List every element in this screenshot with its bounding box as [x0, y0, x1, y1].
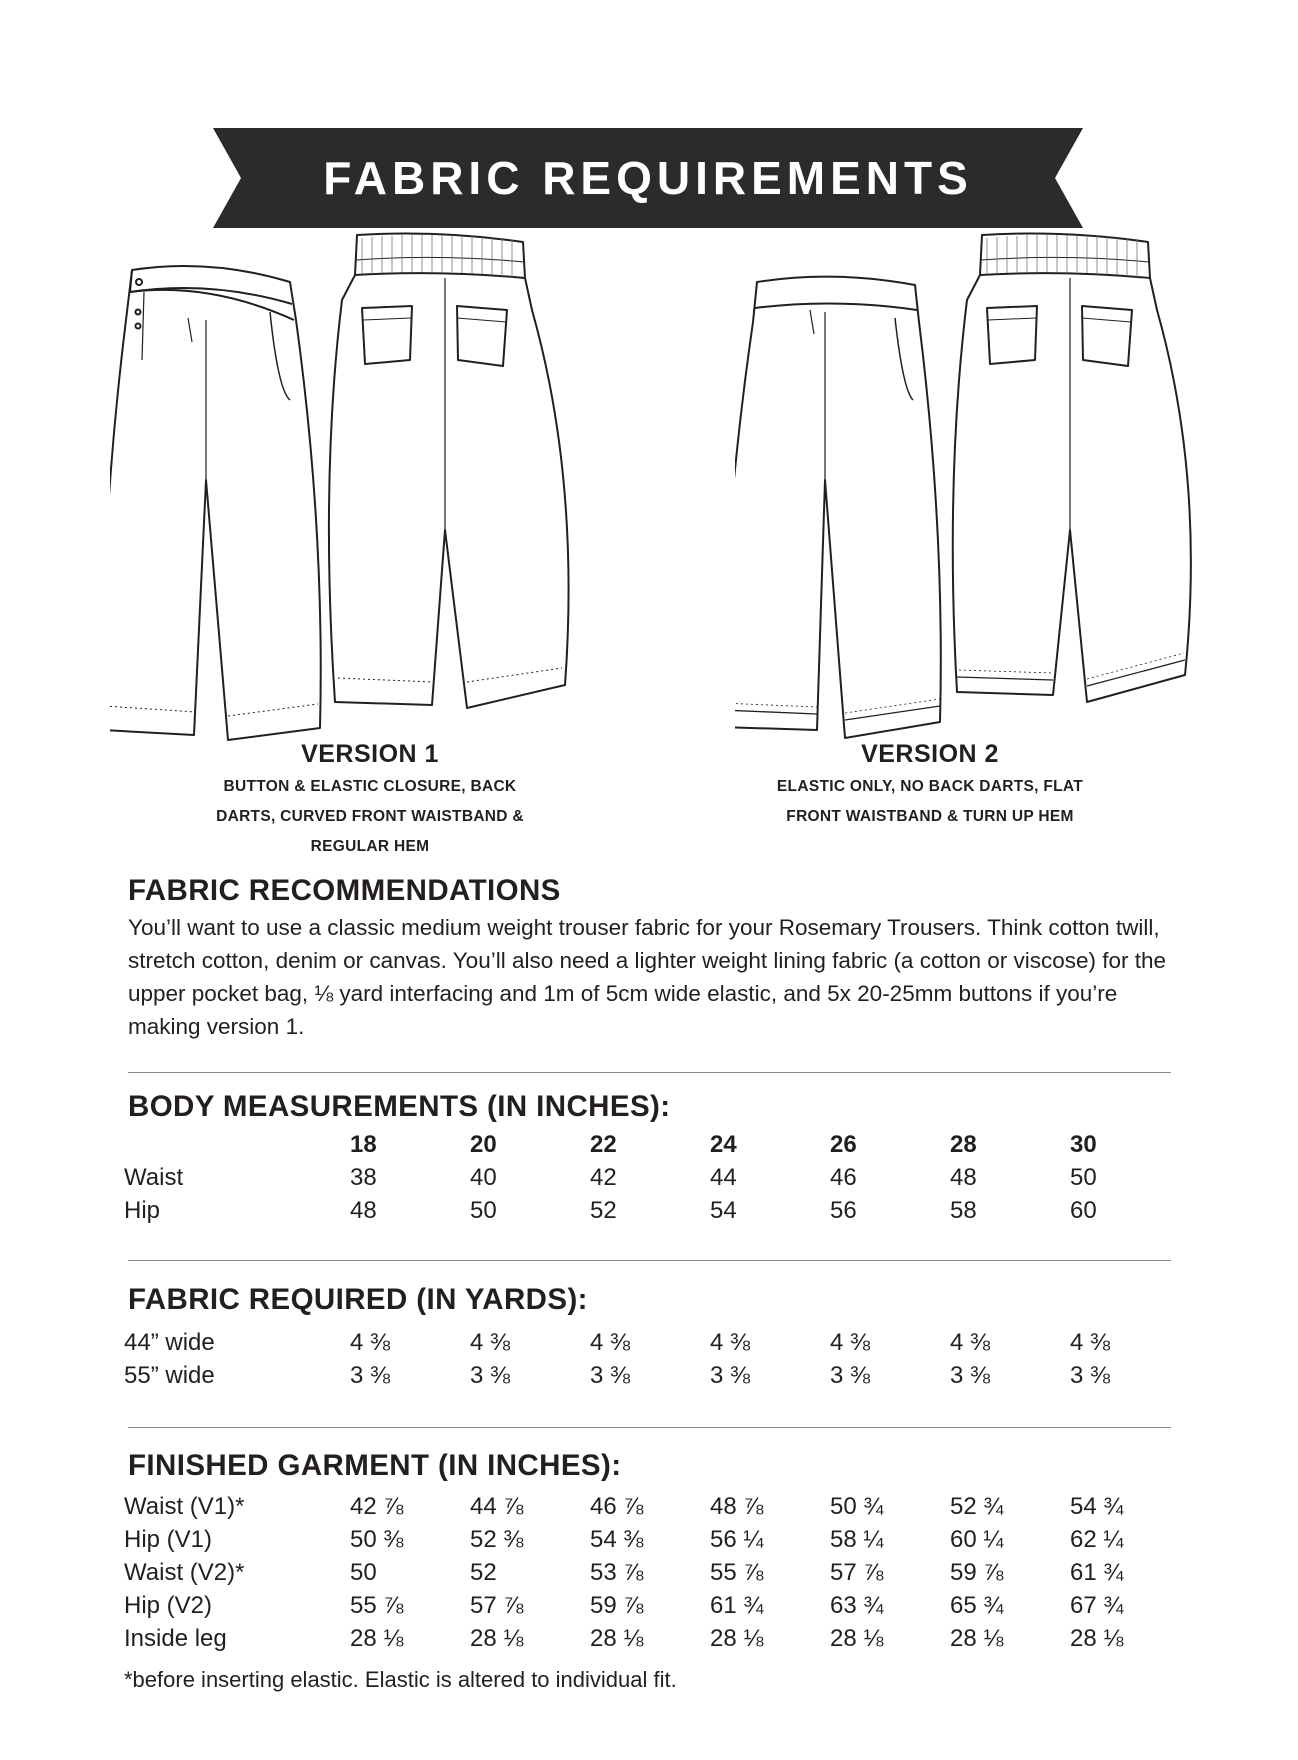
table-cell: 28 ⅛ — [830, 1624, 884, 1652]
size-header: 22 — [590, 1130, 617, 1158]
table-row — [124, 1359, 1190, 1392]
size-header-row — [124, 1128, 1190, 1161]
table-cell: 3 ⅜ — [950, 1361, 991, 1389]
table-cell: 40 — [470, 1163, 497, 1191]
trousers-back-v2-icon — [953, 234, 1191, 702]
table-cell: 50 ¾ — [830, 1492, 884, 1520]
row-label: Waist (V2)* — [124, 1558, 245, 1586]
table-cell: 58 ¼ — [830, 1525, 884, 1553]
version-1-illustration — [110, 230, 580, 750]
version-1-title: VERSION 1 — [301, 740, 439, 768]
trousers-front-v1-icon — [110, 266, 321, 740]
row-label: Inside leg — [124, 1624, 227, 1652]
table-cell: 54 ⅜ — [590, 1525, 644, 1553]
table-cell: 59 ⅞ — [590, 1591, 644, 1619]
table-cell: 60 — [1070, 1196, 1097, 1224]
version-2-description: ELASTIC ONLY, NO BACK DARTS, FLAT FRONT WAISTBAND & TURN UP HEM — [776, 778, 1084, 825]
fabric-required-heading: FABRIC REQUIRED (IN YARDS): — [128, 1283, 588, 1316]
row-label: Waist (V1)* — [124, 1492, 245, 1520]
table-cell: 4 ⅜ — [350, 1328, 391, 1356]
table-cell: 28 ⅛ — [1070, 1624, 1124, 1652]
table-cell: 42 — [590, 1163, 617, 1191]
table-cell: 28 ⅛ — [950, 1624, 1004, 1652]
title-banner — [213, 128, 1083, 228]
table-cell: 3 ⅜ — [350, 1361, 391, 1389]
row-label: 44” wide — [124, 1328, 215, 1356]
table-cell: 57 ⅞ — [470, 1591, 524, 1619]
table-cell: 4 ⅜ — [830, 1328, 871, 1356]
table-cell: 61 ¾ — [1070, 1558, 1124, 1586]
table-cell: 55 ⅞ — [710, 1558, 764, 1586]
version-1-caption — [180, 738, 560, 862]
row-label: 55” wide — [124, 1361, 215, 1389]
trousers-back-v1-icon — [329, 234, 569, 708]
table-cell: 54 ¾ — [1070, 1492, 1124, 1520]
table-cell: 62 ¼ — [1070, 1525, 1124, 1553]
table-cell: 48 — [350, 1196, 377, 1224]
recommendations-heading: FABRIC RECOMMENDATIONS — [128, 874, 561, 907]
table-cell: 28 ⅛ — [710, 1624, 764, 1652]
table-row — [124, 1161, 1190, 1194]
table-cell: 50 — [350, 1558, 377, 1586]
table-cell: 44 — [710, 1163, 737, 1191]
table-cell: 48 ⅞ — [710, 1492, 764, 1520]
table-row — [124, 1523, 1190, 1556]
table-cell: 42 ⅞ — [350, 1492, 404, 1520]
finished-garment-heading: FINISHED GARMENT (IN INCHES): — [128, 1449, 622, 1482]
table-cell: 3 ⅜ — [710, 1361, 751, 1389]
body-measurements-heading: BODY MEASUREMENTS (IN INCHES): — [128, 1090, 671, 1123]
table-cell: 50 — [1070, 1163, 1097, 1191]
table-cell: 44 ⅞ — [470, 1492, 524, 1520]
table-cell: 4 ⅜ — [1070, 1328, 1111, 1356]
table-row — [124, 1326, 1190, 1359]
divider — [128, 1072, 1171, 1073]
table-cell: 4 ⅜ — [950, 1328, 991, 1356]
table-cell: 4 ⅜ — [710, 1328, 751, 1356]
finished-garment-table — [124, 1490, 1190, 1655]
fabric-required-table — [124, 1326, 1190, 1392]
table-row — [124, 1490, 1190, 1523]
table-cell: 46 — [830, 1163, 857, 1191]
size-header: 28 — [950, 1130, 977, 1158]
table-cell: 4 ⅜ — [590, 1328, 631, 1356]
table-cell: 65 ¾ — [950, 1591, 1004, 1619]
row-label: Hip (V2) — [124, 1591, 213, 1619]
version-2-illustration — [735, 230, 1205, 750]
footnote: *before inserting elastic. Elastic is altered to individual fit. — [124, 1667, 677, 1692]
row-label: Hip (V1) — [124, 1525, 213, 1553]
size-header: 26 — [830, 1130, 857, 1158]
size-header: 24 — [710, 1130, 737, 1158]
trousers-front-v2-icon — [735, 277, 941, 738]
table-cell: 4 ⅜ — [470, 1328, 511, 1356]
table-cell: 55 ⅞ — [350, 1591, 404, 1619]
table-row — [124, 1622, 1190, 1655]
row-label: Hip — [124, 1196, 161, 1224]
size-header: 18 — [350, 1130, 377, 1158]
divider — [128, 1427, 1171, 1428]
table-cell: 53 ⅞ — [590, 1558, 644, 1586]
table-cell: 52 ¾ — [950, 1492, 1004, 1520]
table-cell: 28 ⅛ — [470, 1624, 524, 1652]
table-cell: 56 ¼ — [710, 1525, 764, 1553]
table-cell: 28 ⅛ — [350, 1624, 404, 1652]
table-cell: 58 — [950, 1196, 977, 1224]
version-2-caption — [740, 738, 1120, 832]
size-header: 20 — [470, 1130, 497, 1158]
table-row — [124, 1556, 1190, 1589]
table-cell: 60 ¼ — [950, 1525, 1004, 1553]
table-cell: 52 — [590, 1196, 617, 1224]
table-cell: 61 ¾ — [710, 1591, 764, 1619]
recommendations-text: You’ll want to use a classic medium weight trouser fabric for your Rosemary Trousers. Think cotton twill, stretch cotton, denim or canvas. You’ll also need a lighter weight lining fabric (a cotton or viscose) for the upper pocket bag, ⅛ yard interfacing and 1m of 5cm wide elastic, and 5x 20-25mm buttons if you’re making version 1. — [128, 915, 1167, 1039]
table-row — [124, 1194, 1190, 1227]
table-cell: 3 ⅜ — [1070, 1361, 1111, 1389]
table-cell: 63 ¾ — [830, 1591, 884, 1619]
table-cell: 38 — [350, 1163, 377, 1191]
table-cell: 52 ⅜ — [470, 1525, 524, 1553]
table-cell: 52 — [470, 1558, 497, 1586]
table-cell: 59 ⅞ — [950, 1558, 1004, 1586]
table-cell: 3 ⅜ — [830, 1361, 871, 1389]
table-cell: 46 ⅞ — [590, 1492, 644, 1520]
divider — [128, 1260, 1171, 1261]
version-2-title: VERSION 2 — [861, 740, 999, 768]
table-cell: 3 ⅜ — [590, 1361, 631, 1389]
table-cell: 67 ¾ — [1070, 1591, 1124, 1619]
version-1-description: BUTTON & ELASTIC CLOSURE, BACK DARTS, CURVED FRONT WAISTBAND & REGULAR HEM — [216, 778, 524, 855]
row-label: Waist — [124, 1163, 184, 1191]
table-cell: 28 ⅛ — [590, 1624, 644, 1652]
table-cell: 57 ⅞ — [830, 1558, 884, 1586]
size-header: 30 — [1070, 1130, 1097, 1158]
body-measurements-table — [124, 1128, 1190, 1227]
table-cell: 54 — [710, 1196, 737, 1224]
table-cell: 48 — [950, 1163, 977, 1191]
table-cell: 50 ⅜ — [350, 1525, 404, 1553]
table-cell: 3 ⅜ — [470, 1361, 511, 1389]
table-cell: 56 — [830, 1196, 857, 1224]
table-cell: 50 — [470, 1196, 497, 1224]
table-row — [124, 1589, 1190, 1622]
page-title: FABRIC REQUIREMENTS — [323, 152, 973, 204]
